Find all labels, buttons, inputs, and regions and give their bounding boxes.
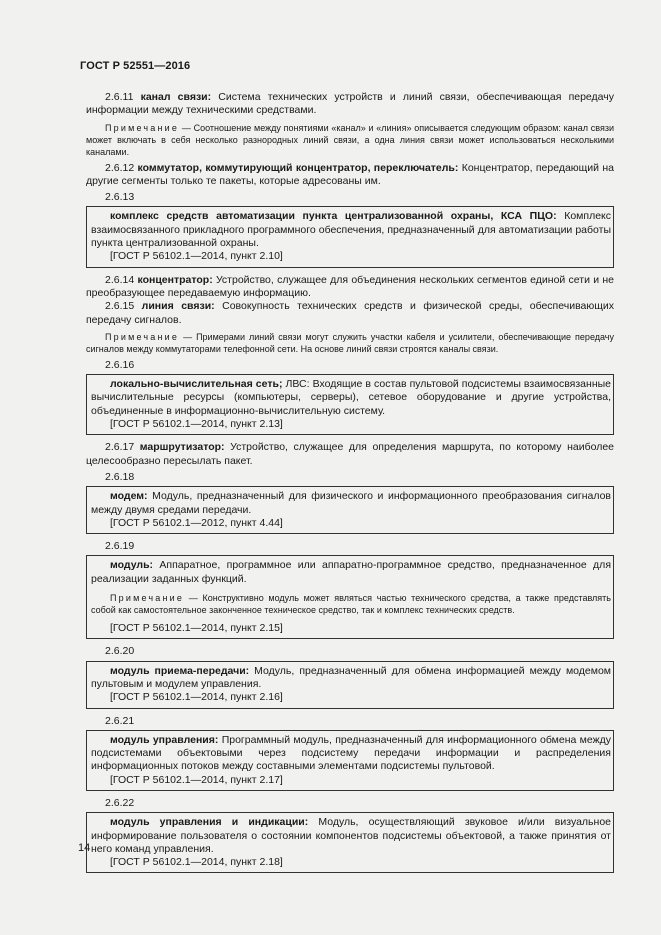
term-box-2-6-22: модуль управления и индикации: Модуль, осуществляющий звуковое и/или визуальное информирование пользователя о состоянии компонентов подсистемы объектовой, а также принятия от него команд управления. [ГОСТ Р 56102.1—2014, пункт 2.18] <box>86 812 614 873</box>
term-entry-2-6-14: 2.6.14 концентратор: Устройство, служащее для объединения нескольких сегментов единой сети и не преобразующее передаваемую информацию. <box>86 273 614 299</box>
term-number: 2.6.18 <box>105 470 135 483</box>
term-title: канал связи: <box>140 91 212 103</box>
reference: [ГОСТ Р 56102.1—2012, пункт 4.44] <box>110 516 283 529</box>
reference: [ГОСТ Р 56102.1—2014, пункт 2.15] <box>110 622 283 635</box>
reference: [ГОСТ Р 56102.1—2014, пункт 2.17] <box>110 773 283 786</box>
note: Примечание — Примерами линий связи могут служить участки кабеля и усилители, обеспечивающие передачу сигналов между коммутаторами телефонной сети. На основе линий связи строятся каналы связи. <box>86 331 614 354</box>
term-box-2-6-20: модуль приема-передачи: Модуль, предназначенный для обмена информацией между модемом пультовым и модулем управления. [ГОСТ Р 56102.1—2014, пункт 2.16] <box>86 661 614 709</box>
term-box-2-6-21: модуль управления: Программный модуль, предназначенный для информационного обмена между подсистемами объектовыми через подсистему передачи информации и распределения информационных потоков между составными элементами подсистемы пультовой. [ГОСТ Р 56102.1—2014, пункт 2.17] <box>86 730 614 791</box>
term-title: маршрутизатор: <box>139 441 225 454</box>
term-box-2-6-13: комплекс средств автоматизации пункта централизованной охраны, КСА ПЦО: Комплекс взаимосвязанного прикладного программного обеспечения, предназначенный для автоматизации работы пункта централизованной охраны. [ГОСТ Р 56102.1—2014, пункт 2.10] <box>86 206 614 267</box>
term-number: 2.6.16 <box>105 358 135 371</box>
page-number: 14 <box>78 842 91 854</box>
term-title: коммутатор, коммутирующий концентратор, переключатель: <box>137 161 459 174</box>
term-number: 2.6.21 <box>105 714 135 727</box>
term-entry-2-6-17: 2.6.17 маршрутизатор: Устройство, служащее для определения маршрута, по которому наиболее целесообразно пересылать пакет. <box>86 441 615 467</box>
term-title: локально-вычислительная сеть; <box>110 378 283 391</box>
term-title: модуль управления и индикации: <box>110 816 309 829</box>
reference: [ГОСТ Р 56102.1—2014, пункт 2.13] <box>110 418 283 431</box>
term-title: модем: <box>110 490 148 503</box>
term-title: комплекс средств автоматизации пункта централизованной охраны, КСА ПЦО: <box>110 210 557 223</box>
term-box-2-6-16: локально-вычислительная сеть; ЛВС: Входящие в состав пультовой подсистемы взаимосвязанные вычислительные ресурсы (компьютеры, серверы), сетевое оборудование и другие устройства, объединенные в информационно-вычислительную систему. [ГОСТ Р 56102.1—2014, пункт 2.13] <box>86 374 614 435</box>
term-title: концентратор: <box>137 273 213 286</box>
term-number: 2.6.22 <box>105 796 135 809</box>
term-title: линия связи: <box>141 300 215 313</box>
reference: [ГОСТ Р 56102.1—2014, пункт 2.16] <box>110 691 283 704</box>
term-number: 2.6.13 <box>105 191 135 204</box>
term-title: модуль приема-передачи: <box>110 664 250 677</box>
term-entry-2-6-15: 2.6.15 линия связи: Совокупность технических средств и физической среды, обеспечивающих передачу сигналов. <box>86 300 614 326</box>
term-title: модуль: <box>110 559 154 572</box>
note: Примечание — Конструктивно модуль может являться частью технического средства, а также представлять собой как самостоятельное законченное техническое средство, так и комплекс технических средств. <box>91 593 611 616</box>
note: Примечание — Соотношение между понятиями «канал» и «линия» описывается следующим образом: канал связи может включать в себя несколько разнородных линий связи, а одна линия связи может использоваться несколькими каналами. <box>86 122 614 157</box>
term-title: модуль управления: <box>110 733 219 746</box>
term-entry-2-6-11: 2.6.11 канал связи: Система технических устройств и линий связи, обеспечивающая передачу информации между техническими средствами. <box>86 91 614 117</box>
term-number: 2.6.20 <box>105 645 135 658</box>
term-number: 2.6.19 <box>105 540 135 553</box>
document-header: ГОСТ Р 52551—2016 <box>80 60 191 72</box>
term-box-2-6-18: модем: Модуль, предназначенный для физического и информационного преобразования сигналов между двумя средами передачи. [ГОСТ Р 56102.1—2012, пункт 4.44] <box>86 486 614 534</box>
reference: [ГОСТ Р 56102.1—2014, пункт 2.18] <box>110 856 283 869</box>
reference: [ГОСТ Р 56102.1—2014, пункт 2.10] <box>110 250 283 263</box>
term-box-2-6-19: модуль: Аппаратное, программное или аппаратно-программное средство, предназначенное для реализации заданных функций. Примечание — Конструктивно модуль может являться частью технического средства, а также представлять собой как самостоятельное законченное техническое средство, так и комплекс технических средств. [ГОСТ Р 56102.1—2014, пункт 2.15] <box>86 555 614 639</box>
terms-content <box>86 91 614 879</box>
term-entry-2-6-12: 2.6.12 коммутатор, коммутирующий концентратор, переключатель: Концентратор, передающий на другие сегменты только те пакеты, которые адресованы им. <box>86 161 614 187</box>
